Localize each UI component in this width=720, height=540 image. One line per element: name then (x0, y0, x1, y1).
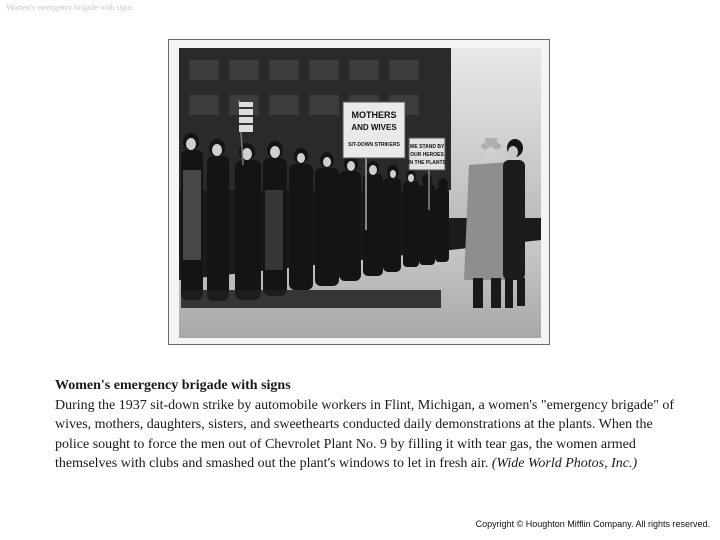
right-sign-line3: IN THE PLANTS (408, 160, 446, 166)
sign-text-line1: MOTHERS (351, 110, 397, 120)
right-sign-line2: OUR HEROES (410, 152, 444, 158)
caption-credit: (Wide World Photos, Inc.) (491, 456, 638, 471)
american-flag (239, 102, 253, 132)
copyright-notice: Copyright © Houghton Mifflin Company. All rights reserved. (475, 519, 710, 529)
header-note: Women's emergency brigade with signs (6, 3, 133, 12)
caption-body: During the 1937 sit-down strike by automobile workers in Flint, Michigan, a women's "emergency brigade" of wives, mothers, daughters, sisters, and sweethearts conducted daily demonstrations at the plants. When the police sought to force the men out of Chevrolet Plant No. 9 by filling it with tear gas, the women armed themselves with clubs and smashed out the plant's windows to let in fresh air. (55, 397, 675, 471)
historical-photo (168, 39, 550, 345)
mothers-and-wives-sign (343, 102, 405, 158)
right-sign-line1: WE STAND BY (409, 144, 445, 150)
sign-text-line2: AND WIVES (351, 123, 397, 132)
caption-title: Women's emergency brigade with signs (55, 378, 291, 393)
we-stand-by-sign (408, 138, 446, 170)
sign-text-line3: SIT-DOWN STRIKERS (348, 142, 400, 148)
photo-illustration (169, 40, 549, 344)
caption (55, 376, 685, 474)
